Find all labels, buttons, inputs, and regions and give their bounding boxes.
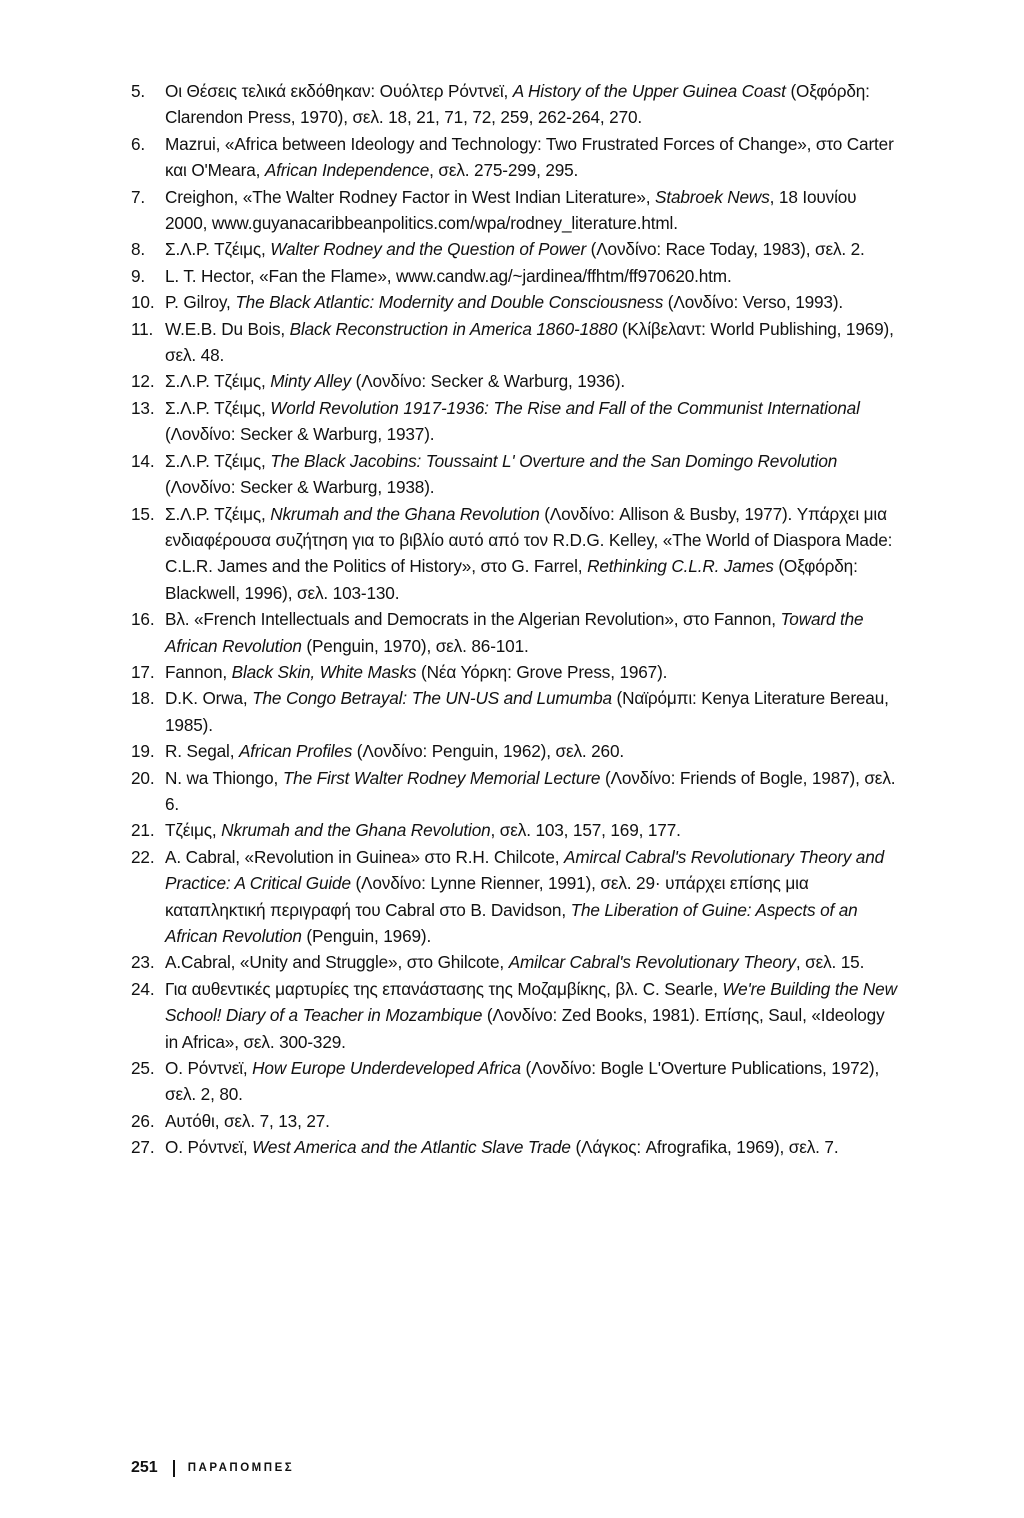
endnote-number: 12. (131, 371, 155, 392)
endnote-number: 14. (131, 450, 155, 471)
work-title: How Europe Underdeveloped Africa (252, 1058, 521, 1079)
citation-text: , 18 Ιουνίου 2000, www.guyanacaribbeanpolitics.com/wpa/rodney_literature.html. (165, 186, 857, 234)
citation-text: Τζέιμς, (165, 820, 222, 841)
work-title: Minty Alley (270, 371, 352, 392)
endnote-number: 7. (131, 186, 146, 207)
endnote-number: 10. (131, 292, 155, 313)
citation-text: (Penguin, 1970), σελ. 86-101. (301, 635, 529, 656)
citation-text: A. Cabral, «Revolution in Guinea» στο R.H. Chilcote, (165, 846, 564, 867)
endnote-text (165, 817, 899, 843)
endnote-text (165, 738, 899, 764)
endnote-text (165, 1134, 899, 1160)
citation-text: R. Segal, (165, 741, 239, 762)
endnote-number: 22. (131, 846, 155, 867)
endnote-text (165, 131, 899, 184)
section-title: ΠΑΡΑΠΟΜΠΕΣ (187, 1462, 295, 1474)
citation-text: (Λονδίνο: Lynne Rienner, 1991), σελ. 29· υπάρχει επίσης μια καταπληκτική περιγραφή του Cabral στο B. Davidson, (165, 873, 809, 920)
endnote-text (165, 1055, 899, 1108)
work-title: Toward the African Revolution (165, 609, 864, 656)
citation-text: Ο. Ρόντνεϊ, (165, 1137, 253, 1158)
work-title: The Congo Betrayal: The UN-US and Lumumba (252, 688, 612, 709)
endnote-item (131, 368, 899, 394)
citation-text: (Λονδίνο: Allison & Busby, 1977). Υπάρχει μια ενδιαφέρουσα συζήτηση για το βιβλίο αυτό από τον R.D.G. Kelley, «The World of Diaspora Made: C.L.R. James and the Politics of History», στο G. Farrel, (165, 503, 893, 577)
citation-text: Βλ. «French Intellectuals and Democrats in the Algerian Revolution», στο Fannon, (165, 609, 781, 630)
work-title: The Liberation of Guine: Aspects of an African Revolution (165, 899, 858, 946)
endnote-item (131, 448, 899, 501)
citation-text: (Οξφόρδη: Clarendon Press, 1970), σελ. 18, 21, 71, 72, 259, 262-264, 270. (165, 81, 870, 128)
endnote-number: 25. (131, 1058, 155, 1079)
citation-text: Σ.Λ.Ρ. Τζέιμς, (165, 371, 271, 392)
endnote-text (165, 78, 899, 131)
citation-text: , σελ. 103, 157, 169, 177. (490, 820, 681, 841)
endnote-number: 21. (131, 820, 155, 841)
endnote-text (165, 395, 899, 448)
citation-text: Creighon, «The Walter Rodney Factor in West Indian Literature», (165, 186, 656, 207)
endnote-text (165, 1108, 899, 1134)
citation-text: Ο. Ρόντνεϊ, (165, 1058, 253, 1079)
citation-text: (Λονδίνο: Race Today, 1983), σελ. 2. (586, 239, 865, 260)
endnote-item (131, 817, 899, 843)
citation-text: W.E.B. Du Bois, (165, 318, 290, 339)
endnotes-list (131, 78, 899, 1161)
page-number: 251 (131, 1459, 158, 1476)
citation-text: (Οξφόρδη: Blackwell, 1996), σελ. 103-130. (165, 556, 858, 603)
endnote-text (165, 844, 899, 950)
work-title: Nkrumah and the Ghana Revolution (221, 820, 491, 841)
citation-text: Σ.Λ.Ρ. Τζέιμς, (165, 239, 271, 260)
endnote-text (165, 289, 899, 315)
endnote-item (131, 976, 899, 1055)
work-title: Nkrumah and the Ghana Revolution (270, 503, 540, 524)
work-title: Rethinking C.L.R. James (587, 556, 774, 577)
endnote-item (131, 1055, 899, 1108)
work-title: World Revolution 1917-1936: The Rise and Fall of the Communist International (270, 397, 860, 418)
citation-text: D.K. Orwa, (165, 688, 253, 709)
citation-text: (Λονδίνο: Verso, 1993). (663, 292, 844, 313)
endnote-text (165, 501, 899, 607)
work-title: We're Building the New School! Diary of a Teacher in Mozambique (165, 978, 897, 1026)
citation-text: Σ.Λ.Ρ. Τζέιμς, (165, 503, 271, 524)
work-title: Black Skin, White Masks (231, 661, 417, 682)
endnote-item (131, 289, 899, 315)
endnote-item (131, 606, 899, 659)
citation-text: , σελ. 275-299, 295. (429, 160, 579, 181)
endnote-item (131, 738, 899, 764)
endnote-number: 20. (131, 767, 155, 788)
work-title: West America and the Atlantic Slave Trade (252, 1137, 571, 1158)
citation-text: , σελ. 15. (795, 952, 865, 973)
citation-text: (Ναϊρόμπι: Kenya Literature Bereau, 1985). (165, 688, 889, 735)
endnote-number: 16. (131, 609, 155, 630)
endnote-item (131, 1134, 899, 1160)
endnote-text (165, 949, 899, 975)
endnote-number: 11. (131, 318, 154, 339)
citation-text: (Λάγκος: Afrografika, 1969), σελ. 7. (570, 1137, 839, 1158)
endnote-item (131, 184, 899, 237)
citation-text: Fannon, (165, 661, 232, 682)
work-title: Amircal Cabral's Revolutionary Theory and Practice: A Critical Guide (165, 846, 885, 894)
citation-text: (Κλίβελαντ: World Publishing, 1969), σελ. 48. (165, 318, 894, 366)
endnote-number: 9. (131, 265, 146, 286)
work-title: Stabroek News (655, 186, 770, 207)
citation-text: Σ.Λ.Ρ. Τζέιμς, (165, 397, 271, 418)
citation-text: Mazrui, «Africa between Ideology and Technology: Two Frustrated Forces of Change», στο Carter και O'Meara, (165, 133, 894, 181)
citation-text: Οι Θέσεις τελικά εκδόθηκαν: Ουόλτερ Ρόντνεϊ, (165, 81, 513, 101)
citation-text: Για αυθεντικές μαρτυρίες της επανάστασης της Μοζαμβίκης, βλ. C. Searle, (165, 978, 723, 999)
endnote-text (165, 368, 899, 394)
endnote-item (131, 501, 899, 607)
citation-text: (Λονδίνο: Bogle L'Overture Publications, 1972), σελ. 2, 80. (165, 1058, 880, 1105)
endnote-text (165, 606, 899, 659)
endnote-text (165, 263, 899, 289)
work-title: The Black Atlantic: Modernity and Double Consciousness (235, 292, 664, 313)
endnote-item (131, 844, 899, 950)
work-title: Walter Rodney and the Question of Power (270, 239, 587, 260)
endnote-item (131, 659, 899, 685)
endnote-text (165, 184, 899, 237)
citation-text: (Νέα Υόρκη: Grove Press, 1967). (416, 661, 668, 682)
endnote-text (165, 659, 899, 685)
endnote-text (165, 236, 899, 262)
endnote-item (131, 395, 899, 448)
citation-text: N. wa Thiongo, (165, 767, 283, 788)
endnote-number: 27. (131, 1137, 155, 1158)
endnote-item (131, 685, 899, 738)
citation-text: (Penguin, 1969). (301, 926, 432, 946)
citation-text: Αυτόθι, σελ. 7, 13, 27. (165, 1110, 330, 1131)
endnote-text (165, 765, 899, 818)
work-title: African Profiles (238, 741, 353, 762)
endnote-item (131, 236, 899, 262)
endnote-number: 6. (131, 133, 146, 154)
endnote-item (131, 316, 899, 369)
page-footer (131, 1459, 294, 1477)
endnote-number: 5. (131, 81, 146, 101)
endnote-text (165, 976, 899, 1055)
citation-text: (Λονδίνο: Zed Books, 1981). Επίσης, Saul, «Ideology in Africa», σελ. 300-329. (165, 1005, 885, 1052)
work-title: Black Reconstruction in America 1860-1880 (289, 318, 618, 339)
citation-text: P. Gilroy, (165, 292, 236, 313)
citation-text: (Λονδίνο: Secker & Warburg, 1937). (165, 424, 435, 445)
citation-text: (Λονδίνο: Secker & Warburg, 1938). (165, 477, 435, 498)
endnote-number: 13. (131, 397, 155, 418)
endnote-item (131, 78, 899, 131)
work-title: African Independence (264, 160, 430, 181)
citation-text: A.Cabral, «Unity and Struggle», στο Ghilcote, (165, 952, 509, 973)
endnote-number: 18. (131, 688, 155, 709)
endnote-number: 23. (131, 952, 155, 973)
citation-text: Σ.Λ.Ρ. Τζέιμς, (165, 450, 271, 471)
footer-divider (173, 1460, 175, 1477)
citation-text: (Λονδίνο: Friends of Bogle, 1987), σελ. 6. (165, 767, 896, 814)
work-title: The First Walter Rodney Memorial Lecture (282, 767, 601, 788)
endnote-text (165, 685, 899, 738)
endnote-number: 26. (131, 1110, 155, 1131)
endnote-item (131, 949, 899, 975)
endnote-number: 8. (131, 239, 146, 260)
endnote-item (131, 131, 899, 184)
endnote-item (131, 263, 899, 289)
endnote-number: 19. (131, 741, 155, 762)
endnote-text (165, 316, 899, 369)
work-title: Amilcar Cabral's Revolutionary Theory (508, 952, 796, 973)
work-title: The Black Jacobins: Toussaint L' Overture and the San Domingo Revolution (270, 450, 838, 471)
citation-text: L. T. Hector, «Fan the Flame», www.candw.ag/~jardinea/ffhtm/ff970620.htm. (165, 265, 732, 286)
work-title: A History of the Upper Guinea Coast (512, 81, 786, 101)
endnote-text (165, 448, 899, 501)
endnote-item (131, 1108, 899, 1134)
endnote-number: 15. (131, 503, 155, 524)
citation-text: (Λονδίνο: Secker & Warburg, 1936). (351, 371, 626, 392)
citation-text: (Λονδίνο: Penguin, 1962), σελ. 260. (352, 741, 624, 762)
endnote-number: 24. (131, 978, 155, 999)
endnote-number: 17. (131, 661, 155, 682)
endnote-item (131, 765, 899, 818)
